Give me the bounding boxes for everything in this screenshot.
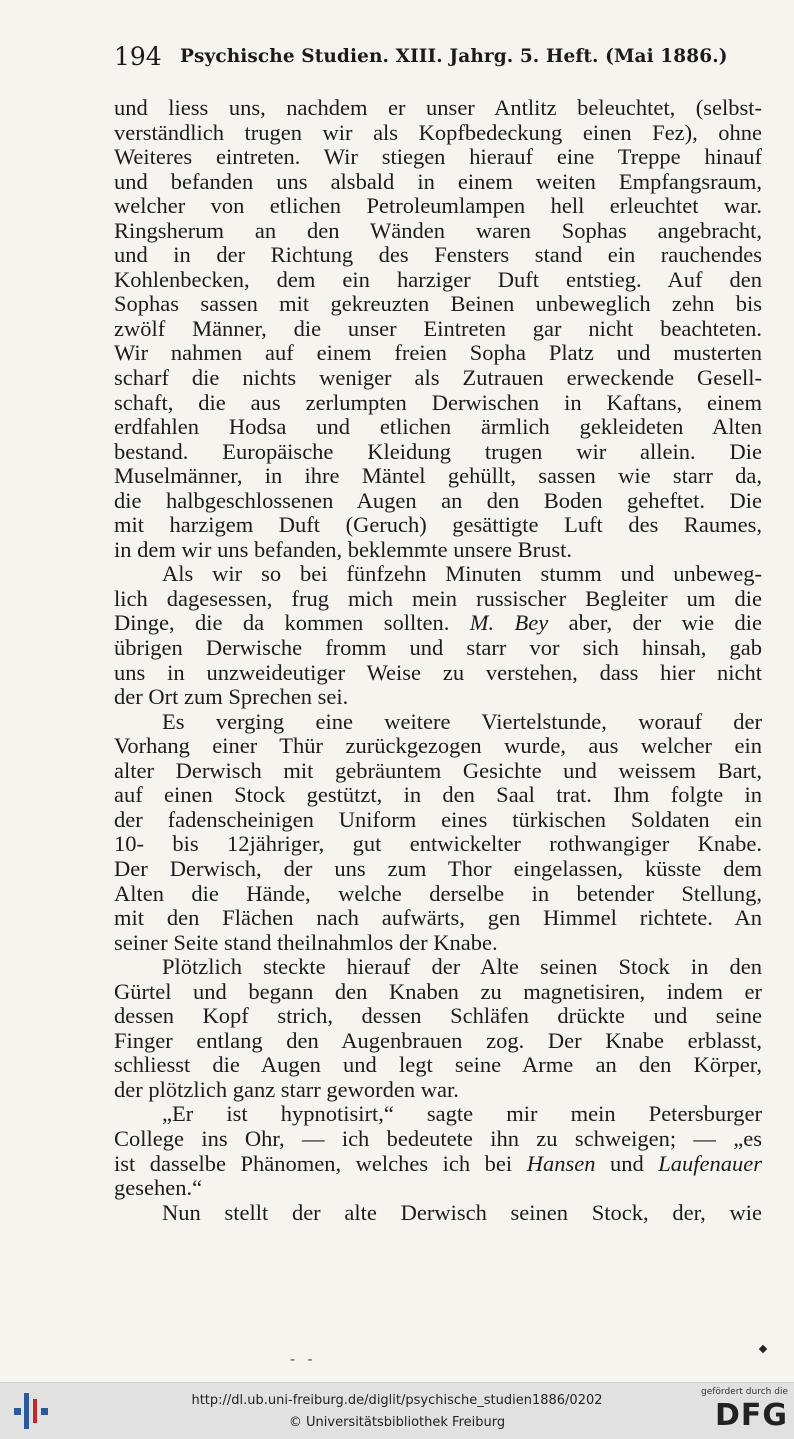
copyright-notice: © Universitätsbibliothek Freiburg — [288, 1415, 506, 1430]
funder-caption: gefördert durch die — [701, 1387, 788, 1397]
scan-speck — [759, 1345, 767, 1353]
text-line: Plötzlich steckte hierauf der Alte seinen Stock in den — [162, 955, 762, 980]
text-line-mixed — [114, 611, 762, 636]
text-line: erdfahlen Hodsa und etlichen ärmlich gekleideten Alten — [114, 415, 762, 440]
text-line: schaft, die aus zerlumpten Derwischen in Kaftans, einem — [114, 390, 762, 415]
paragraph-3 — [114, 710, 762, 955]
text-line: seiner Seite stand theilnahmlos der Knabe. — [114, 930, 498, 955]
text-line: in dem wir uns befanden, beklemmte unsere Brust. — [114, 537, 573, 562]
page-bottom-marks: - - — [290, 1352, 317, 1368]
text-line: scharf die nichts weniger als Zutrauen erweckende Gesell- — [114, 366, 762, 391]
text-line: lich dagesessen, frug mich mein russischer Begleiter um die — [114, 586, 762, 611]
text-line: Muselmänner, in ihre Mäntel gehüllt, sassen wie starr da, — [114, 464, 762, 489]
text-line: Als wir so bei fünfzehn Minuten stumm und unbeweg- — [162, 562, 762, 587]
paragraph-4 — [114, 955, 762, 1102]
text-line: Kohlenbecken, dem ein harziger Duft entstieg. Auf den — [114, 267, 762, 292]
person-name: Laufenauer — [658, 1151, 762, 1176]
person-name: Hansen — [526, 1151, 596, 1176]
text-line: Wir nahmen auf einem freien Sopha Platz und musterten — [114, 341, 762, 366]
text-line: Weiteres eintreten. Wir stiegen hierauf eine Treppe hinauf — [114, 145, 762, 170]
text-line: Alten die Hände, welche derselbe in betender Stellung, — [114, 881, 762, 906]
paragraph-6 — [114, 1201, 762, 1226]
text-line: der fadenscheinigen Uniform eines türkischen Soldaten ein — [114, 807, 762, 832]
text-line: welcher von etlichen Petroleumlampen hell erleuchtet war. — [114, 194, 762, 219]
text-line: bestand. Europäische Kleidung trugen wir allein. Die — [114, 439, 762, 464]
text-line: zwölf Männer, die unser Eintreten gar nicht beachteten. — [114, 316, 762, 341]
text-line: Es verging eine weitere Viertelstunde, worauf der — [162, 709, 762, 734]
text-line: gesehen.“ — [114, 1176, 203, 1201]
funder-logo-text: DFG — [714, 1398, 788, 1433]
text-line: der plötzlich ganz starr geworden war. — [114, 1077, 459, 1102]
text-line: dessen Kopf strich, dessen Schläfen drückte und seine — [114, 1004, 762, 1029]
paragraph-1 — [114, 96, 762, 562]
text-line: auf einen Stock gestützt, in den Saal trat. Ihm folgte in — [114, 783, 762, 808]
paragraph-2 — [114, 562, 762, 709]
text-line: Nun stellt der alte Derwisch seinen Stock, der, wie — [162, 1200, 762, 1225]
running-title: Psychische Studien. XIII. Jahrg. 5. Heft. (Mai 1886.) — [180, 46, 728, 67]
text-segment: Dinge, die da kommen sollten. — [114, 611, 470, 636]
text-line: alter Derwisch mit gebräuntem Gesichte und weissem Bart, — [114, 758, 762, 783]
text-line: verständlich trugen wir als Kopfbedeckung einen Fez), ohne — [114, 120, 762, 145]
text-line: der Ort zum Sprechen sei. — [114, 685, 349, 710]
text-line: 10- bis 12jähriger, gut entwickelter rothwangiger Knabe. — [114, 832, 762, 857]
text-segment: und — [595, 1151, 659, 1176]
text-line: schliesst die Augen und legt seine Arme an den Körper, — [114, 1053, 762, 1078]
text-line: die halbgeschlossenen Augen an den Boden geheftet. Die — [114, 488, 762, 513]
text-line: Der Derwisch, der uns zum Thor eingelassen, küsste dem — [114, 856, 762, 881]
text-line: und liess uns, nachdem er unser Antlitz beleuchtet, (selbst- — [114, 96, 762, 120]
text-line: College ins Ohr, — ich bedeutete ihn zu schweigen; — „es — [114, 1126, 762, 1151]
text-line: und in der Richtung des Fensters stand ein rauchendes — [114, 243, 762, 268]
page-header — [114, 42, 762, 78]
text-segment: aber, der wie die — [548, 611, 762, 636]
text-line: übrigen Derwische fromm und starr vor sich hinsah, gab — [114, 636, 762, 661]
text-line: Ringsherum an den Wänden waren Sophas angebracht, — [114, 218, 762, 243]
permalink-url[interactable]: http://dl.ub.uni-freiburg.de/diglit/psychische_studien1886/0202 — [191, 1393, 603, 1408]
text-line: Gürtel und begann den Knaben zu magnetisiren, indem er — [114, 979, 762, 1004]
page-number: 194 — [114, 42, 162, 71]
text-line: Vorhang einer Thür zurückgezogen wurde, aus welcher ein — [114, 734, 762, 759]
body-text — [114, 96, 762, 1225]
dfg-logo-icon — [698, 1387, 788, 1435]
text-segment: ist dasselbe Phänomen, welches ich bei — [114, 1151, 527, 1176]
person-name: M. Bey — [469, 611, 549, 636]
text-line: „Er ist hypnotisirt,“ sagte mir mein Petersburger — [162, 1102, 762, 1127]
text-line: uns in unzweideutiger Weise zu verstehen, dass hier nicht — [114, 660, 762, 685]
text-line: mit den Flächen nach aufwärts, gen Himmel richtete. An — [114, 906, 762, 931]
text-line-mixed — [114, 1152, 762, 1177]
viewer-footer-bar — [0, 1382, 794, 1439]
text-line: Finger entlang den Augenbrauen zog. Der Knabe erblasst, — [114, 1028, 762, 1053]
text-line: und befanden uns alsbald in einem weiten Empfangsraum, — [114, 169, 762, 194]
text-line: mit harzigem Duft (Geruch) gesättigte Luft des Raumes, — [114, 513, 762, 538]
text-line: Sophas sassen mit gekreuzten Beinen unbeweglich zehn bis — [114, 292, 762, 317]
paragraph-5 — [114, 1102, 762, 1200]
